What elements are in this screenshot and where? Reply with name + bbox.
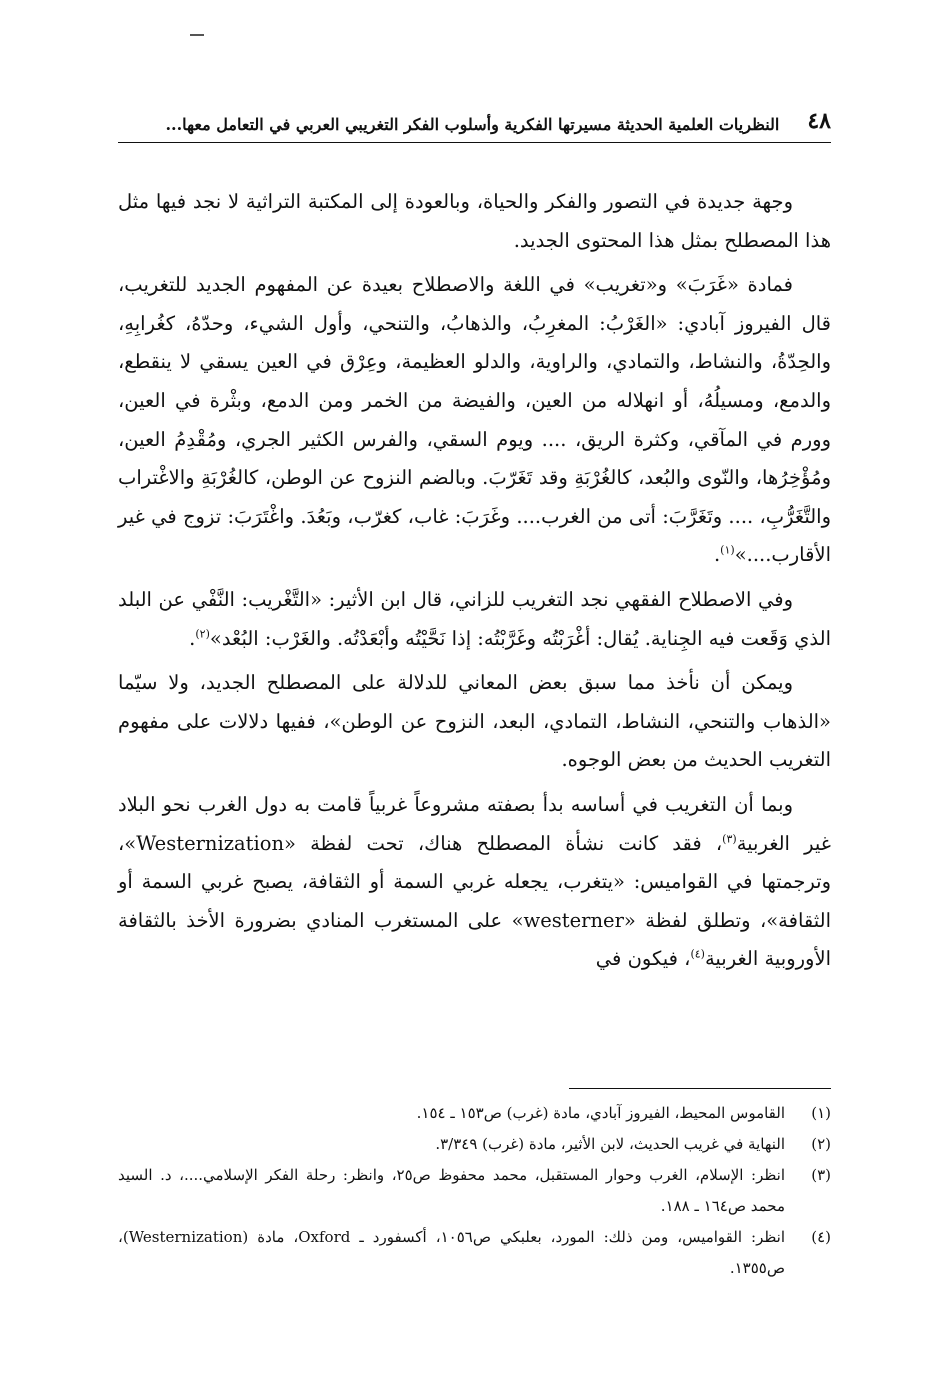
footnote-ref-1[interactable]: (١) (720, 543, 735, 557)
footnote-3 (118, 1160, 831, 1222)
paragraph-1: وجهة جديدة في التصور والفكر والحياة، وبالعودة إلى المكتبة التراثية لا نجد فيها مثل هذا المصطلح بمثل هذا المحتوى الجديد. (118, 190, 831, 252)
footnote-text: النهاية في غريب الحديث، لابن الأثير، مادة (غرب) ٣/٣٤٩. (435, 1135, 785, 1153)
footnote-text: القاموس المحيط، الفيروز آبادي، مادة (غرب) ص١٥٣ ـ ١٥٤. (416, 1104, 785, 1122)
footnote-rule (569, 1088, 831, 1089)
footnote-1 (118, 1098, 831, 1129)
scan-mark (190, 34, 204, 36)
page-number: ٤٨ (807, 108, 831, 134)
header-title: النظريات العلمية الحديثة مسيرتها الفكرية وأسلوب الفكر التغريبي العربي في التعامل معها... (165, 115, 780, 134)
footnote-number: (١) (811, 1104, 831, 1122)
paragraph-5: وبما أن التغريب في أساسه بدأ بصفته مشروعاً غربياً قامت به دول الغرب نحو البلاد غير الغربية$^{(٣)}$، فقد كانت نشأة المصطلح هناك، تحت لفظة «Westernization»، وترجمتها في القواميس: «يتغرب، يجعله غربي السمة أو الثقافة، يصبح غربي السمة أو الثقافة»، وتطلق لفظة «westerner» على المستغرب المنادي بضرورة الأخذ بالثقافة الأوروبية الغربية$^{(٤)}$، فيكون في (118, 792, 832, 971)
footnote-ref-4[interactable]: (٤) (690, 947, 705, 961)
footnote-number: (٤) (811, 1228, 831, 1246)
header-rule (118, 142, 831, 143)
footnote-number: (٢) (811, 1135, 831, 1153)
footnote-ref-2[interactable]: (٢) (195, 627, 210, 641)
main-text (118, 183, 831, 985)
paragraph-2: فمادة «غَرَبَ» و«تغريب» في اللغة والاصطلاح بعيدة عن المفهوم الجديد للتغريب، قال الفيروز آبادي: «الغَرْبُ: المغرِبُ، والذهابُ، والتنحي، وأول الشيء، وحدّهُ، كغُرابِهِ، والحِدّةُ، والنشاط، والتمادي، والراوية، والدلو العظيمة، وعِرْق في العين يسقي لا ينقطع، والدمع، ومسيلُهُ، أو انهلاله من العين، والفيضة من الخمر ومن الدمع، وبثْرة في العين، وورم في المآقي، وكثرة الريق، .... ويوم السقي، والفرس الكثير الجري، ومُقْدِمُ العين، ومُؤْخِرُها، والنّوى والبُعد، كالغُرْبَةِ وقد تَغَرّبَ. وبالضم النزوح عن الوطن، كالغُرْبَةِ والاغْتراب والتَّغَرُّبِ، .... وتَغَرَّبَ: أتى من الغرب.... وغَرَبَ: غاب، كغرّب، وبَعُدَ. واغْتَرَبَ: تزوج في غير الأقارب....»$^{(١)}$. (118, 273, 831, 567)
footnote-2 (118, 1129, 831, 1160)
running-header (118, 100, 831, 134)
footnote-text: انظر: القواميس، ومن ذلك: المورد، بعلبكي ص١٠٥٦، أكسفورد ـ Oxford، مادة (Westernization)، ص١٣٥٥. (118, 1228, 785, 1277)
footnote-number: (٣) (811, 1166, 831, 1184)
paragraph-3: وفي الاصطلاح الفقهي نجد التغريب للزاني، قال ابن الأثير: «التَّغْريب: النَّفْي عن البلد الذي وَقَعت فيه الجِناية. يُقال: أغْرَبْتُه وغَرَّبْتُه: إذا نَحَّيْتُه وأبْعَدْتُه. والغَرْب: البُعْد»$^{(٢)}$. (118, 587, 831, 650)
footnote-text: انظر: الإسلام، الغرب وحوار المستقبل، محمد محفوظ ص٢٥، وانظر: رحلة الفكر الإسلامي....، د. السيد محمد ص١٦٤ ـ ١٨٨. (118, 1166, 785, 1215)
paragraph-4: ويمكن أن نأخذ مما سبق بعض المعاني للدلالة على المصطلح الجديد، ولا سيّما «الذهاب والتنحي، النشاط، التمادي، البعد، النزوح عن الوطن»، ففيها دلالات على مفهوم التغريب الحديث من بعض الوجوه. (118, 671, 831, 772)
footnote-4 (118, 1222, 831, 1284)
footnotes (118, 1098, 831, 1284)
footnote-ref-3[interactable]: (٣) (722, 832, 737, 845)
